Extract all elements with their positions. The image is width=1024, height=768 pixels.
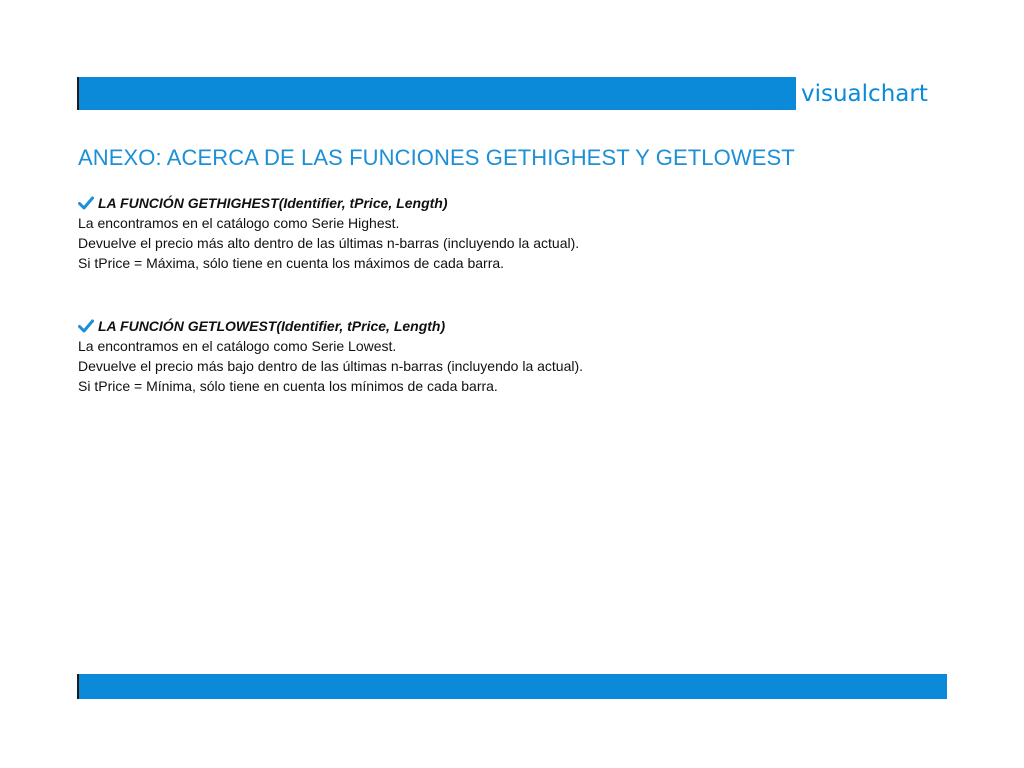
section-gethighest: [78, 193, 778, 273]
section-line: Devuelve el precio más bajo dentro de las últimas n-barras (incluyendo la actual).: [78, 358, 584, 374]
visualchart-logo-icon: [743, 76, 795, 112]
section-line: Devuelve el precio más alto dentro de las últimas n-barras (incluyendo la actual).: [78, 235, 580, 251]
section-line: Si tPrice = Mínima, sólo tiene en cuenta los mínimos de cada barra.: [78, 378, 498, 394]
visualchart-logo: [743, 76, 928, 112]
checkmark-icon: [78, 319, 94, 333]
section-heading-text: LA FUNCIÓN GETHIGHEST(Identifier, tPrice, Length): [98, 195, 448, 211]
header-bar: [77, 77, 796, 110]
section-heading: [78, 193, 778, 213]
section-line: Si tPrice = Máxima, sólo tiene en cuenta los máximos de cada barra.: [78, 255, 505, 271]
section-heading-text: LA FUNCIÓN GETLOWEST(Identifier, tPrice, Length): [98, 318, 446, 334]
section-line: La encontramos en el catálogo como Serie Highest.: [78, 215, 400, 231]
checkmark-icon: [78, 196, 94, 210]
section-line: La encontramos en el catálogo como Serie Lowest.: [78, 338, 397, 354]
page-title: ANEXO: ACERCA DE LAS FUNCIONES GETHIGHEST Y GETLOWEST: [78, 145, 795, 170]
section-getlowest: [78, 316, 778, 396]
footer-bar: [77, 674, 947, 699]
header-bar-edge: [77, 77, 79, 110]
section-heading: [78, 316, 778, 336]
logo-text: visualchart: [801, 81, 928, 107]
footer-bar-edge: [77, 674, 79, 699]
